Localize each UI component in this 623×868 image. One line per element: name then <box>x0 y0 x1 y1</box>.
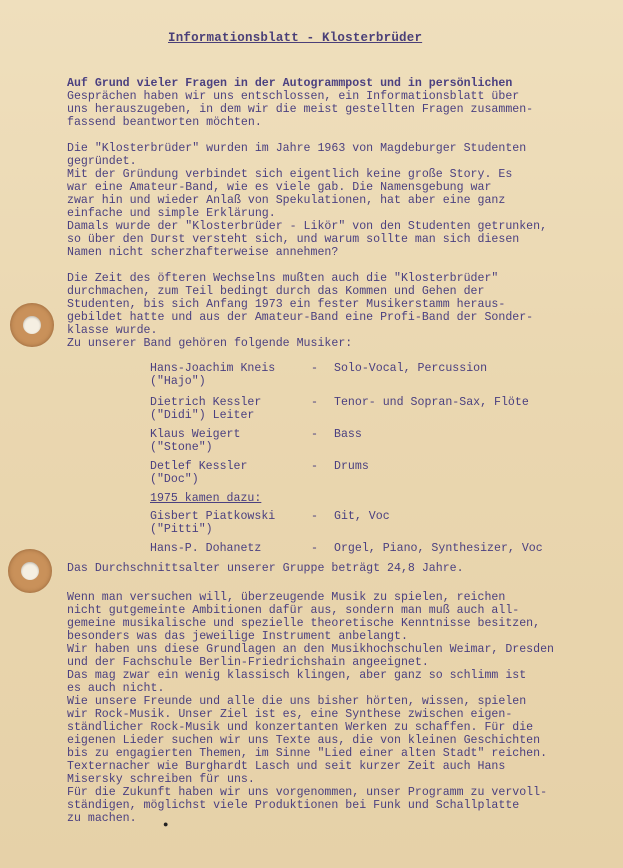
closing-line: Wir haben uns diese Grundlagen an den Musikhochschulen Weimar, Dresden <box>67 643 555 656</box>
intro-line: fassend beantworten möchten. <box>67 116 262 129</box>
closing-line: besonders was das jeweilige Instrument anbelangt. <box>67 630 408 643</box>
member-dash: - <box>311 460 318 473</box>
closing-line: Misersky schreiben für uns. <box>67 773 255 786</box>
closing-line: eigenen Lieder suchen wir uns Texte aus, die von kleinen Geschichten <box>67 734 541 747</box>
member-role: Bass <box>334 428 362 441</box>
closing-line: Texternacher wie Burghardt Lasch und seit kurzer Zeit auch Hans <box>67 760 506 773</box>
member-name: Klaus Weigert <box>150 428 241 441</box>
intro-line: uns herauszugeben, in dem wir die meist gestellten Fragen zusammen- <box>67 103 534 116</box>
closing-line: ständigen, möglichst viele Produktionen bei Funk und Schallplatte <box>67 799 520 812</box>
member-name: Dietrich Kessler <box>150 396 262 409</box>
member-name: Hans-P. Dohanetz <box>150 542 262 555</box>
member-role: Solo-Vocal, Percussion <box>334 362 488 375</box>
closing-line: Das mag zwar ein wenig klassisch klingen, aber ganz so schlimm ist <box>67 669 527 682</box>
history-line: Mit der Gründung verbindet sich eigentlich keine große Story. Es <box>67 168 513 181</box>
closing-line: bis zu engagierten Themen, im Sinne "Lied einer alten Stadt" reichen. <box>67 747 548 760</box>
closing-line: ständlicher Rock-Musik und konzertanten Werken zu schaffen. Für die <box>67 721 534 734</box>
member-nickname: ("Doc") <box>150 473 199 486</box>
changes-line: gebildet hatte und aus der Amateur-Band eine Profi-Band der Sonder- <box>67 311 534 324</box>
closing-line: Wenn man versuchen will, überzeugende Musik zu spielen, reichen <box>67 591 506 604</box>
changes-line: durchmachen, zum Teil bedingt durch das Kommen und Gehen der <box>67 285 485 298</box>
member-name: Gisbert Piatkowski <box>150 510 276 523</box>
ink-dot-icon: ● <box>163 820 169 830</box>
member-role: Orgel, Piano, Synthesizer, Voc <box>334 542 543 555</box>
closing-line: gemeine musikalische und spezielle theoretische Kenntnisse besitzen, <box>67 617 541 630</box>
member-nickname: ("Didi") Leiter <box>150 409 255 422</box>
changes-line: Zu unserer Band gehören folgende Musiker: <box>67 337 353 350</box>
closing-line: und der Fachschule Berlin-Friedrichshain angeeignet. <box>67 656 429 669</box>
member-role: Git, Voc <box>334 510 390 523</box>
punch-hole-upper <box>10 303 54 347</box>
changes-line: Die Zeit des öfteren Wechselns mußten auch die "Klosterbrüder" <box>67 272 499 285</box>
member-role: Tenor- und Sopran-Sax, Flöte <box>334 396 529 409</box>
history-line: war eine Amateur-Band, wie es viele gab. Die Namensgebung war <box>67 181 492 194</box>
history-line: Die "Klosterbrüder" wurden im Jahre 1963 von Magdeburger Studenten <box>67 142 527 155</box>
member-name: Detlef Kessler <box>150 460 248 473</box>
history-line: so über den Durst versteht sich, und warum sollte man sich diesen <box>67 233 520 246</box>
member-role: Drums <box>334 460 369 473</box>
member-nickname: ("Hajo") <box>150 375 206 388</box>
history-line: einfache und simple Erklärung. <box>67 207 276 220</box>
member-nickname: ("Stone") <box>150 441 213 454</box>
member-dash: - <box>311 362 318 375</box>
member-dash: - <box>311 542 318 555</box>
member-name: Hans-Joachim Kneis <box>150 362 276 375</box>
document-title: Informationsblatt - Klosterbrüder <box>168 31 423 45</box>
closing-line: wir Rock-Musik. Unser Ziel ist es, eine Synthese zwischen eigen- <box>67 708 513 721</box>
closing-line: es auch nicht. <box>67 682 165 695</box>
closing-line: Für die Zukunft haben wir uns vorgenommen, unser Programm zu vervoll- <box>67 786 548 799</box>
history-line: Damals wurde der "Klosterbrüder - Likör" von den Studenten getrunken, <box>67 220 548 233</box>
member-nickname: ("Pitti") <box>150 523 213 536</box>
intro-line: Auf Grund vieler Fragen in der Autogrammpost und in persönlichen <box>67 77 513 90</box>
member-dash: - <box>311 510 318 523</box>
average-age-line: Das Durchschnittsalter unserer Gruppe beträgt 24,8 Jahre. <box>67 562 464 575</box>
changes-line: klasse wurde. <box>67 324 158 337</box>
closing-line: Wie unsere Freunde und alle die uns bisher hörten, wissen, spielen <box>67 695 527 708</box>
closing-line: nicht gutgemeinte Ambitionen dafür aus, sondern man muß auch all- <box>67 604 520 617</box>
member-dash: - <box>311 396 318 409</box>
closing-line: zu machen. <box>67 812 137 825</box>
intro-line: Gesprächen haben wir uns entschlossen, ein Informationsblatt über <box>67 90 520 103</box>
changes-line: Studenten, bis sich Anfang 1973 ein fester Musikerstamm heraus- <box>67 298 506 311</box>
history-line: Namen nicht scherzhafterweise annehmen? <box>67 246 339 259</box>
history-line: gegründet. <box>67 155 137 168</box>
member-dash: - <box>311 428 318 441</box>
history-line: zwar hin und wieder Anlaß von Spekulationen, hat aber eine ganz <box>67 194 506 207</box>
added-heading: 1975 kamen dazu: <box>150 492 262 505</box>
punch-hole-lower <box>8 549 52 593</box>
